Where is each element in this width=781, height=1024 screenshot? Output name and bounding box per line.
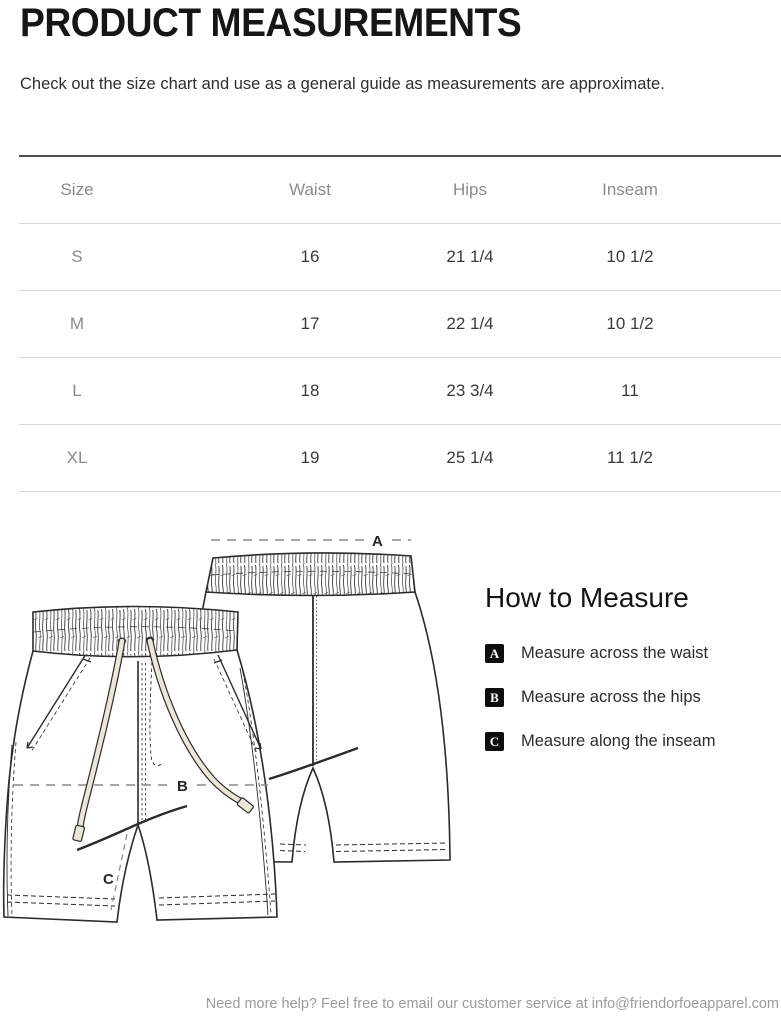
column-header-inseam: Inseam xyxy=(602,180,658,199)
measure-key-badge-c: C xyxy=(485,732,504,751)
how-to-measure-heading: How to Measure xyxy=(485,582,689,613)
table-row-l xyxy=(19,358,781,425)
size-cell: S xyxy=(71,247,83,266)
size-cell: M xyxy=(69,314,85,333)
hips-cell: 21 1/4 xyxy=(446,247,494,266)
back-waistband xyxy=(206,553,415,596)
size-cell: XL xyxy=(66,448,88,467)
waist-cell: 16 xyxy=(300,247,320,266)
measure-item-hips xyxy=(485,688,775,707)
waist-cell: 19 xyxy=(300,448,320,467)
waist-cell: 17 xyxy=(300,314,320,333)
front-waistband xyxy=(33,607,238,657)
measure-item-waist xyxy=(485,644,775,663)
measure-item-label: Measure across the hips xyxy=(521,688,701,706)
inseam-cell: 11 xyxy=(621,381,639,400)
size-chart-table xyxy=(19,155,781,492)
shorts-flat-sketch xyxy=(0,520,480,970)
hips-cell: 22 1/4 xyxy=(446,314,494,333)
how-to-measure-panel xyxy=(485,582,775,776)
inseam-cell: 10 1/2 xyxy=(606,247,654,266)
measure-line-waist xyxy=(211,533,411,550)
hips-cell: 25 1/4 xyxy=(446,448,494,467)
table-row-xl xyxy=(19,425,781,492)
front-shorts xyxy=(4,607,277,923)
column-header-size: Size xyxy=(60,180,94,199)
measure-key-badge-b: B xyxy=(485,688,504,707)
diagram-label-inseam: C xyxy=(103,871,114,888)
inseam-cell: 10 1/2 xyxy=(606,314,654,333)
waist-cell: 18 xyxy=(300,381,320,400)
measure-item-inseam xyxy=(485,732,775,751)
table-row-m xyxy=(19,291,781,358)
column-header-waist: Waist xyxy=(289,180,331,199)
table-row-s xyxy=(19,224,781,291)
diagram-label-hips: B xyxy=(177,778,188,795)
page-title: PRODUCT MEASUREMENTS xyxy=(20,1,522,45)
column-header-hips: Hips xyxy=(452,180,488,199)
size-cell: L xyxy=(72,381,82,400)
shorts-measurement-diagram xyxy=(0,520,480,970)
front-shorts-body xyxy=(4,650,277,922)
footer-help-text: Need more help? Feel free to email our customer service at info@friendorfoeapparel.com xyxy=(205,996,779,1012)
inseam-cell: 11 1/2 xyxy=(606,448,654,467)
diagram-label-waist: A xyxy=(372,533,383,550)
measure-item-label: Measure along the inseam xyxy=(521,732,716,750)
measure-key-badge-a: A xyxy=(485,644,504,663)
page-subtitle: Check out the size chart and use as a general guide as measurements are approximate. xyxy=(20,75,665,93)
size-chart-header-row xyxy=(19,157,781,224)
hips-cell: 23 3/4 xyxy=(446,381,494,400)
measure-item-label: Measure across the waist xyxy=(521,644,709,662)
